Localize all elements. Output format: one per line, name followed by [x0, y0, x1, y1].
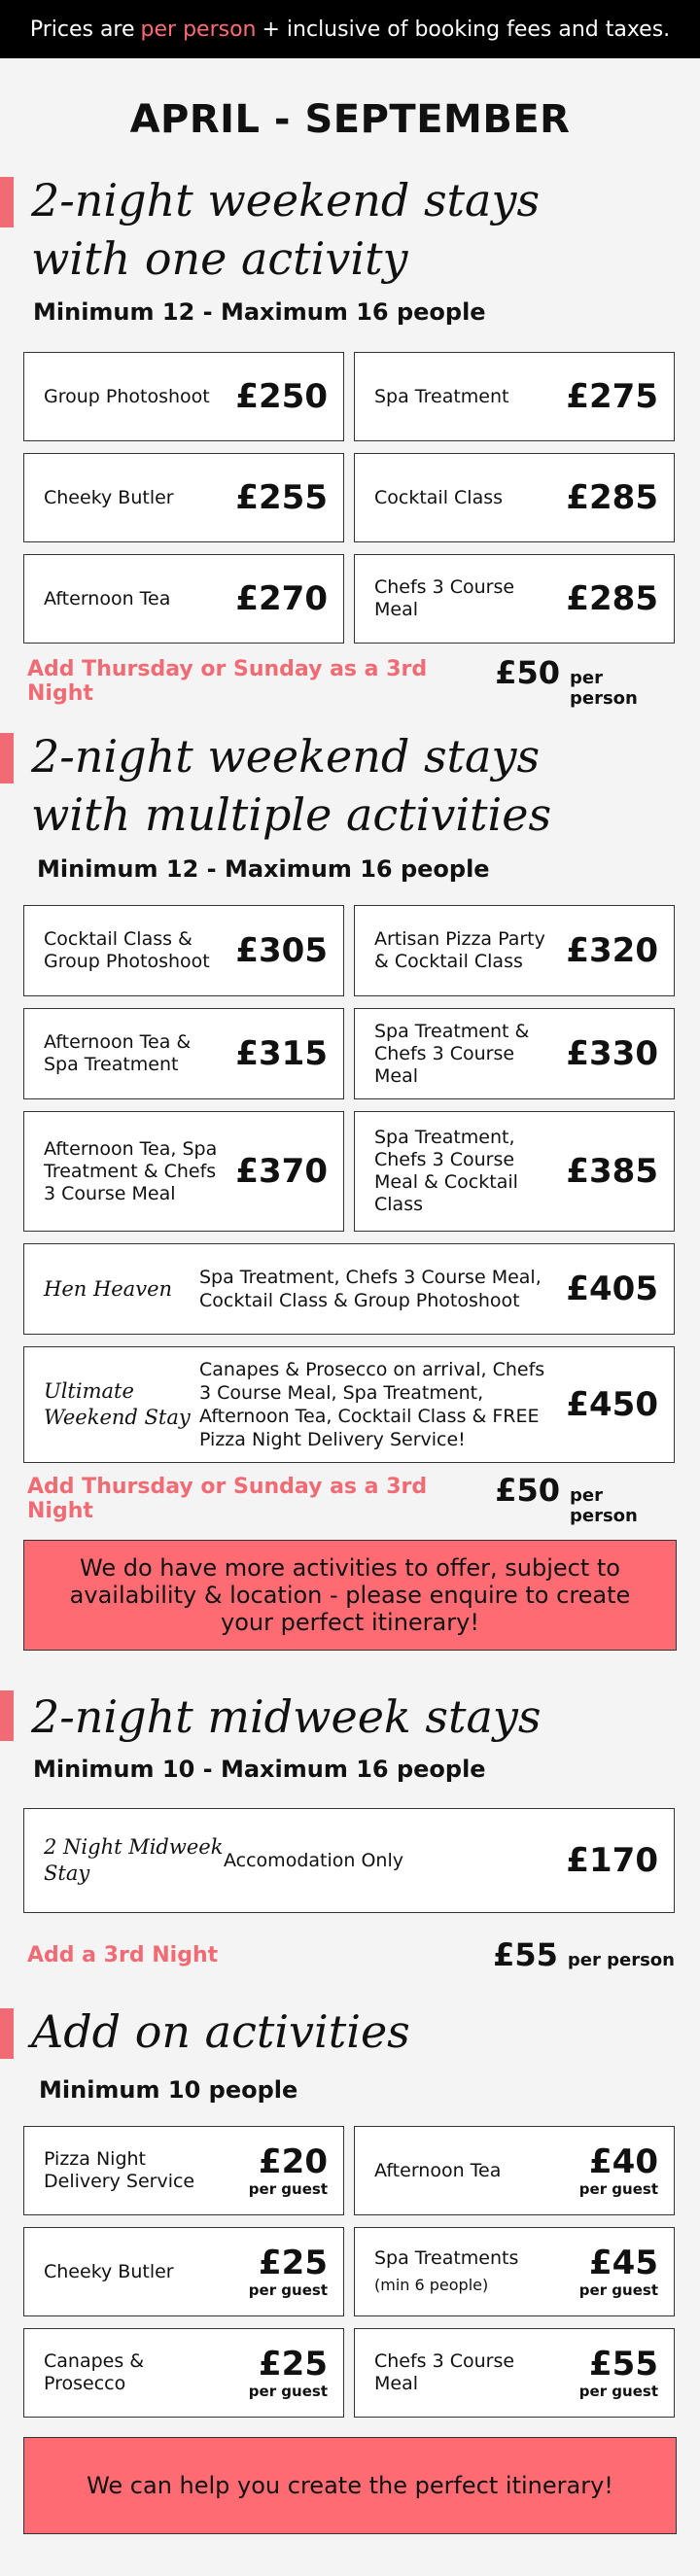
price: £275 — [566, 377, 658, 416]
group-size-requirement: Minimum 10 people — [39, 2076, 298, 2104]
price: £285 — [566, 579, 658, 618]
banner-text-pre: Prices are — [29, 17, 135, 42]
price: £405 — [566, 1270, 658, 1308]
activity-option[interactable]: Cheeky Butler £255 — [23, 453, 344, 542]
price: £25 — [259, 2244, 328, 2282]
group-size-requirement: Minimum 10 - Maximum 16 people — [33, 1756, 486, 1783]
price: £385 — [566, 1152, 658, 1191]
activity-option[interactable]: Cocktail Class £285 — [354, 453, 675, 542]
addon-activity-option[interactable]: Spa Treatments (min 6 people) £45 per guest — [354, 2227, 675, 2316]
activity-combo-option[interactable]: Spa Treatment & Chefs 3 Course Meal £330 — [354, 1008, 675, 1099]
price: £270 — [235, 579, 328, 618]
addon-activity-option[interactable]: Cheeky Butler £25 per guest — [23, 2227, 344, 2316]
price: £45 — [589, 2244, 658, 2282]
price: £285 — [566, 478, 658, 517]
price: £370 — [235, 1152, 328, 1191]
third-night-addon: Add Thursday or Sunday as a 3rd Night £50 per person — [27, 654, 638, 709]
addon-price: £50 — [495, 654, 560, 691]
price: £40 — [589, 2142, 658, 2181]
activity-combo-option[interactable]: Spa Treatment, Chefs 3 Course Meal & Cocktail Class £385 — [354, 1111, 675, 1232]
pricing-info-banner — [0, 0, 700, 58]
price: £255 — [235, 478, 328, 517]
package-description: Accomodation Only — [224, 1850, 403, 1871]
price: £170 — [566, 1841, 658, 1880]
activity-combo-option[interactable]: Afternoon Tea, Spa Treatment & Chefs 3 Course Meal £370 — [23, 1111, 344, 1232]
addon-price: £55 — [493, 1936, 558, 1973]
section-accent-bar — [0, 177, 14, 227]
section-accent-bar — [0, 1690, 14, 1741]
itinerary-help-banner: We can help you create the perfect itinerary! — [23, 2437, 677, 2534]
package-ultimate-weekend-stay[interactable] — [23, 1346, 675, 1463]
activity-option[interactable]: Chefs 3 Course Meal £285 — [354, 554, 675, 644]
package-description: Canapes & Prosecco on arrival, Chefs 3 Course Meal, Spa Treatment, Afternoon Tea, Cocktail Class & FREE Pizza Night Delivery Service! — [199, 1359, 545, 1450]
activity-combo-option[interactable]: Artisan Pizza Party & Cocktail Class £320 — [354, 905, 675, 996]
activity-combo-option[interactable]: Afternoon Tea & Spa Treatment £315 — [23, 1008, 344, 1099]
activity-combo-option[interactable]: Cocktail Class & Group Photoshoot £305 — [23, 905, 344, 996]
section-title-weekend-multiple-activities: 2-night weekend stays with multiple activities — [31, 730, 552, 841]
package-name: Hen Heaven — [44, 1276, 173, 1301]
addon-activity-option[interactable]: Chefs 3 Course Meal £55 per guest — [354, 2328, 675, 2418]
price: £25 — [259, 2345, 328, 2384]
banner-text-post: + inclusive of booking fees and taxes. — [262, 17, 671, 42]
price: £320 — [566, 931, 658, 970]
section-accent-bar — [0, 733, 14, 783]
price: £450 — [566, 1385, 658, 1424]
midweek-stay-option[interactable] — [23, 1808, 675, 1913]
package-hen-heaven[interactable] — [23, 1243, 675, 1335]
activity-option[interactable]: Afternoon Tea £270 — [23, 554, 344, 644]
addon-activity-option[interactable]: Afternoon Tea £40 per guest — [354, 2126, 675, 2215]
activity-option[interactable]: Group Photoshoot £250 — [23, 352, 344, 441]
min-people-note: (min 6 people) — [374, 2276, 489, 2294]
addon-activity-option[interactable]: Canapes & Prosecco £25 per guest — [23, 2328, 344, 2418]
section-title-add-on-activities: Add on activities — [31, 2005, 410, 2058]
package-description: Spa Treatment, Chefs 3 Course Meal, Cocktail Class & Group Photoshoot — [199, 1267, 542, 1311]
third-night-addon: Add a 3rd Night £55 per person — [27, 1936, 675, 1973]
addon-activity-option[interactable]: Pizza Night Delivery Service £20 per guest — [23, 2126, 344, 2215]
activity-option[interactable]: Spa Treatment £275 — [354, 352, 675, 441]
addon-price: £50 — [495, 1472, 560, 1509]
section-accent-bar — [0, 2008, 14, 2059]
package-name: Ultimate Weekend Stay — [44, 1379, 191, 1429]
section-title-midweek-stays: 2-night midweek stays — [31, 1690, 542, 1743]
price: £330 — [566, 1034, 658, 1073]
group-size-requirement: Minimum 12 - Maximum 16 people — [37, 855, 490, 883]
price: £305 — [235, 931, 328, 970]
enquire-notice: We do have more activities to offer, subject to availability & location - please enquire to create your perfect itinerary! — [23, 1540, 677, 1651]
package-name: 2 Night Midweek Stay — [44, 1835, 224, 1885]
price: £315 — [235, 1034, 328, 1073]
price: £20 — [259, 2142, 328, 2181]
price: £250 — [235, 377, 328, 416]
season-heading: APRIL - SEPTEMBER — [129, 97, 571, 142]
third-night-addon: Add Thursday or Sunday as a 3rd Night £50 per person — [27, 1472, 638, 1526]
banner-highlight: per person — [140, 17, 257, 42]
group-size-requirement: Minimum 12 - Maximum 16 people — [33, 298, 486, 326]
section-title-weekend-one-activity: 2-night weekend stays with one activity — [31, 174, 541, 285]
price: £55 — [589, 2345, 658, 2384]
